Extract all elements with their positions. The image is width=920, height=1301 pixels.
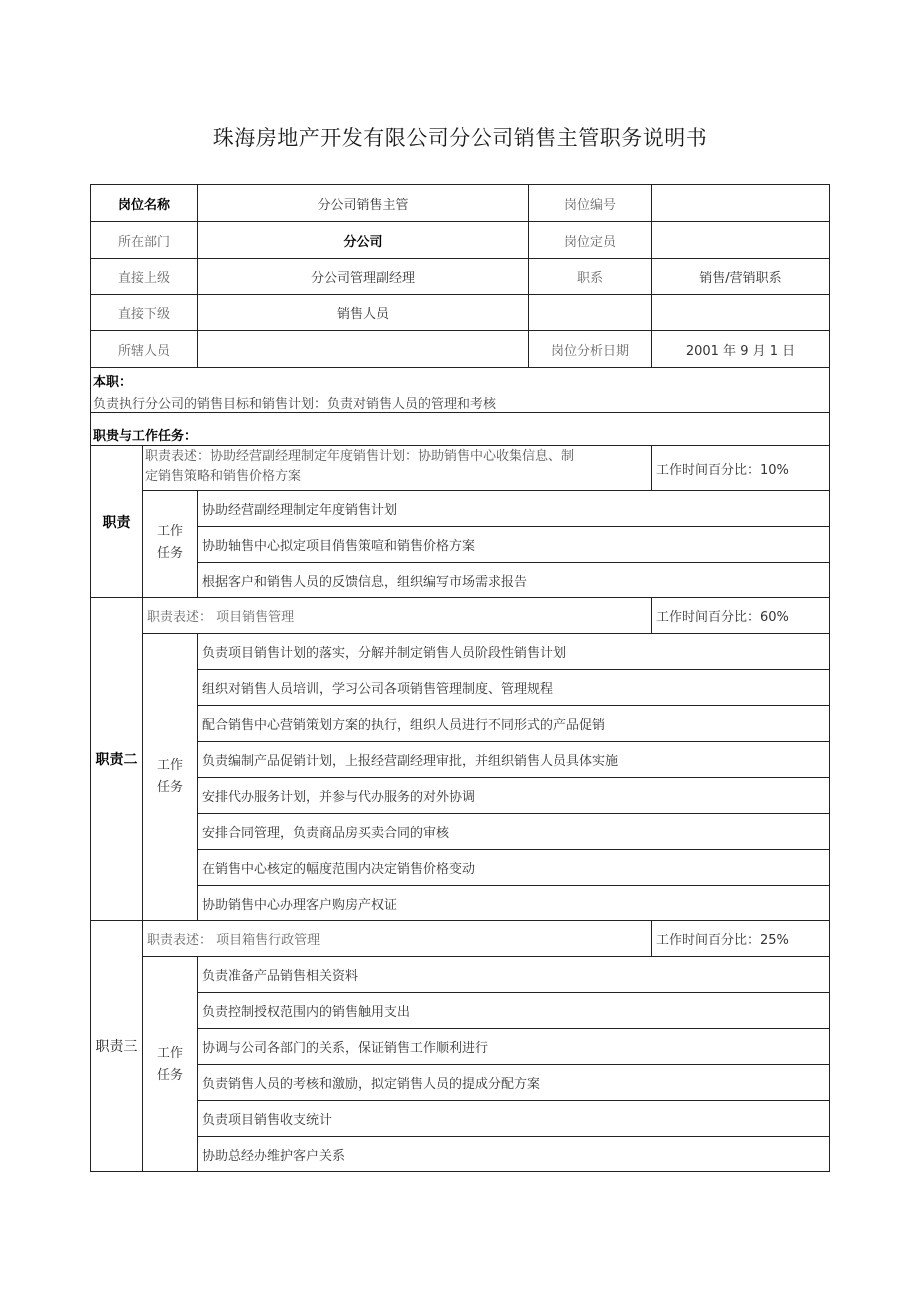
- duty1-task: 根据客户和销售人员的反馈信息，组织编写市场需求报告: [202, 574, 528, 590]
- duty1-name: 职责: [102, 514, 131, 531]
- duty2-task: 在销售中心核定的幅度范围内决定销售价格变动: [202, 862, 476, 877]
- empty-cell: [652, 295, 829, 330]
- duty1-task: 协助轴售中心拟定项目俏售策喧和销售价格方案: [202, 539, 476, 554]
- duty2-task: 安排代办服务计划，并参与代办服务的对外协调: [202, 790, 476, 805]
- duty1-description: [145, 447, 651, 490]
- date-value: 2001 年 9 月 1 日: [685, 343, 796, 359]
- duty2-task: 配合销售中心营销策划方案的执行，组织人员进行不同形式的产品促销: [202, 718, 606, 733]
- post-no-value: [652, 185, 829, 221]
- subordinate-label: 直接下级: [117, 307, 170, 322]
- duty3-task: 协调与公司各部门的关系，保证销售工作顺利进行: [202, 1041, 489, 1056]
- duty2-task-label-2: 任务: [156, 780, 183, 795]
- duty1-task-label-2: 任务: [156, 546, 183, 561]
- duty3-task-label-2: 任务: [156, 1068, 183, 1083]
- post-name-value: 分公司销售主管: [317, 197, 409, 213]
- duty2-task: 协助销售中心办理客户购房产权证: [202, 897, 398, 913]
- duty1-task-label-1: 工作: [156, 524, 183, 539]
- duty2-task: 组织对销售人员培训，学习公司各项销售管理制度、管理规程: [202, 682, 554, 697]
- duty3-description: 职责表述： 项目箱售行政管理: [147, 933, 321, 948]
- dept-value: 分公司: [343, 234, 383, 250]
- duty2-description: 职责表述： 项目销售管理: [147, 610, 295, 625]
- duty2-task: 负责项目销售计划的落实，分解并制定销售人员阶段性销售计划: [202, 646, 567, 661]
- duty2-task-label: [143, 755, 197, 799]
- duty1-desc-line1: 职责表述：协助经营副经理制定年度销售计划：协助销售中心收集信息、制: [145, 449, 575, 464]
- empty-cell: [529, 295, 651, 330]
- duty2-name: 职责二: [95, 752, 138, 768]
- duty3-task-label: [143, 1043, 197, 1087]
- duty3-task-label-1: 工作: [156, 1046, 183, 1061]
- staff-label: 所辖人员: [117, 343, 170, 359]
- duty3-task: 协助总经办维护客户关系: [202, 1148, 346, 1164]
- duty1-task: 协助经营副经理制定年度销售计划: [202, 503, 398, 518]
- staff-value: [198, 331, 528, 367]
- duty3-percent: 工作时间百分比：25%: [656, 933, 789, 948]
- superior-value: 分公司管理副经理: [310, 271, 415, 286]
- duties-heading: 职贵与工作任务：: [93, 428, 198, 444]
- duty1-percent: 工作时间百分比：10%: [656, 462, 789, 478]
- duty1-desc-line2: 定销售策略和销售价格方案: [145, 469, 302, 484]
- headcount-value: [652, 222, 829, 258]
- duty3-name: 职责三: [95, 1039, 138, 1055]
- duty2-task-label-1: 工作: [156, 758, 183, 773]
- summary-text: 负责执行分公司的销售目标和销售计划：负责对销售人员的管理和考核: [93, 396, 497, 412]
- post-no-label: 岗位编号: [563, 197, 616, 213]
- duty3-task: 负责项目销售收支统计: [202, 1113, 333, 1128]
- date-label: 岗位分析日期: [550, 343, 629, 359]
- duty2-percent: 工作时间百分比：60%: [656, 610, 789, 625]
- page-title: 珠海房地产开发有限公司分公司销售主管职务说明书: [212, 126, 708, 150]
- headcount-label: 岗位定员: [563, 234, 616, 250]
- series-label: 职系: [576, 271, 603, 286]
- duty3-task: 负责准备产品销售相关资料: [202, 969, 359, 984]
- series-value: 销售/营销职系: [699, 271, 782, 286]
- summary-label: 本职：: [93, 374, 133, 390]
- duty1-task-label: [143, 521, 197, 565]
- subordinate-value: 销售人员: [336, 307, 389, 322]
- superior-label: 直接上级: [117, 271, 170, 286]
- duty3-task: 负责控制授权范围内的销售触用支出: [202, 1005, 411, 1020]
- duty2-task: 负责编制产品促销计划，上报经营副经理审批，并组织销售人员具体实施: [202, 754, 619, 769]
- post-name-label: 岗位名称: [117, 197, 170, 213]
- duty2-task: 安排合同管理，负责商品房买卖合同的审核: [202, 826, 450, 841]
- dept-label: 所在部门: [117, 234, 170, 250]
- duty3-task: 负责销售人员的考核和激励，拟定销售人员的提成分配方案: [202, 1077, 541, 1092]
